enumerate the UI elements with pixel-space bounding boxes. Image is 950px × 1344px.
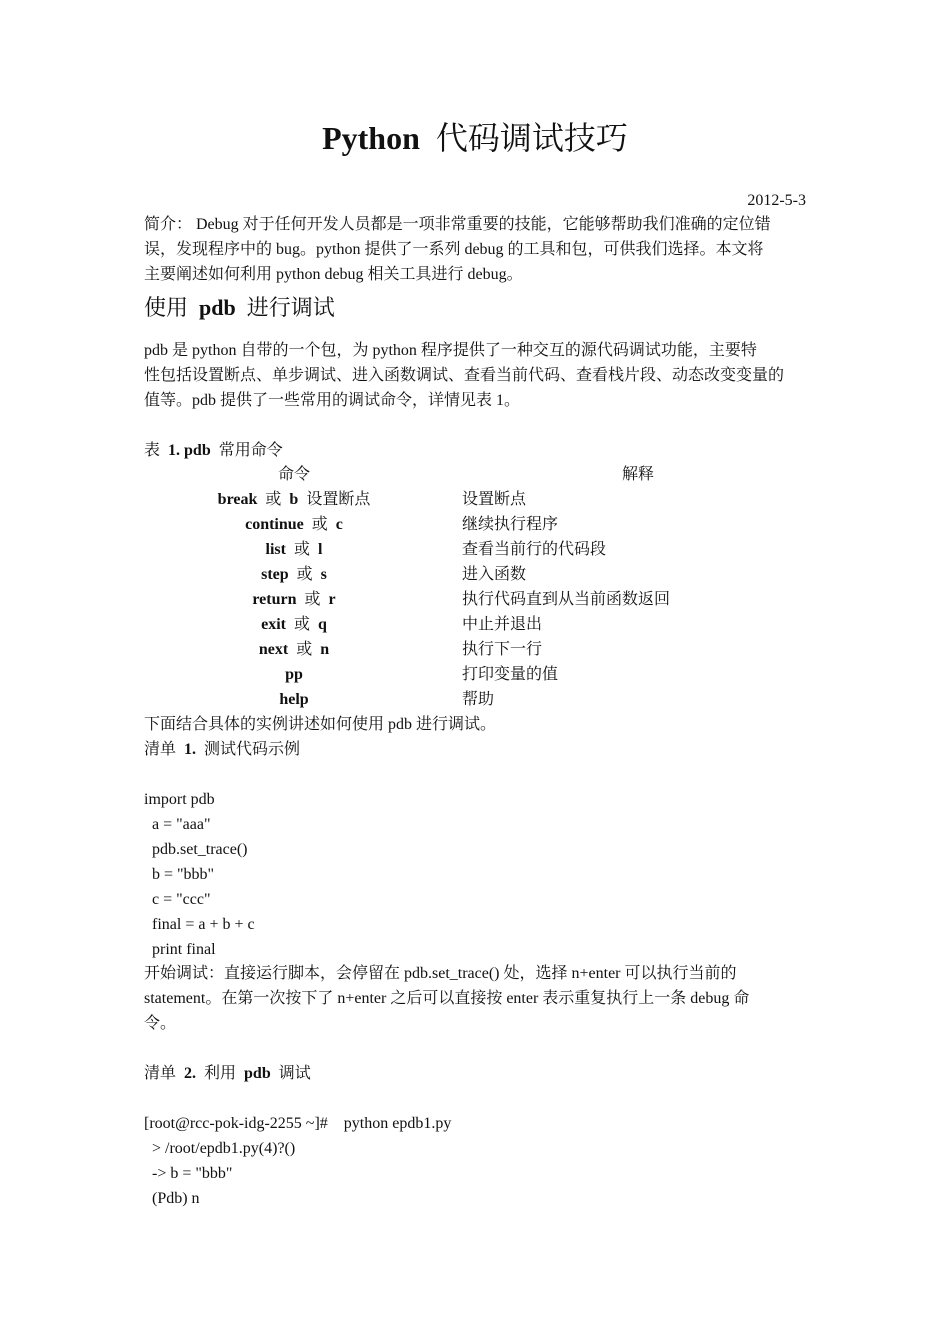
command-alias: s bbox=[320, 566, 327, 583]
example-intro: 下面结合具体的实例讲述如何使用 pdb 进行调试。 bbox=[144, 716, 497, 733]
listing2-prefix: 清单 bbox=[144, 1065, 177, 1082]
terminal-line: (Pdb) n bbox=[144, 1190, 200, 1207]
intro-line: 主要阐述如何利用 python debug 相关工具进行 debug。 bbox=[144, 266, 523, 283]
caption-suffix: 常用命令 bbox=[218, 442, 283, 459]
command-alias: l bbox=[318, 541, 323, 558]
or-word: 或 bbox=[296, 641, 313, 658]
table-command-cell bbox=[144, 562, 444, 587]
terminal-line: [root@rcc-pok-idg-2255 ~]# python epdb1.py bbox=[144, 1115, 452, 1132]
table-description-cell: 打印变量的值 bbox=[462, 666, 559, 683]
title-latin: Python bbox=[322, 120, 420, 156]
table-command-cell bbox=[144, 587, 444, 612]
heading-keyword: pdb bbox=[199, 295, 236, 320]
command-name: break bbox=[217, 491, 258, 508]
pdb-intro-line: 值等。pdb 提供了一些常用的调试命令，详情见表 1。 bbox=[144, 392, 521, 409]
intro-line: 简介： Debug 对于任何开发人员都是一项非常重要的技能，它能够帮助我们准确的定位错 bbox=[144, 216, 771, 233]
intro-paragraph bbox=[144, 212, 806, 287]
table-description-cell: 帮助 bbox=[462, 691, 495, 708]
heading-prefix: 使用 bbox=[144, 295, 189, 320]
table-command-cell bbox=[144, 612, 444, 637]
pdb-intro-line: 性包括设置断点、单步调试、进入函数调试、查看当前代码、查看栈片段、动态改变变量的 bbox=[144, 367, 785, 384]
code-line: pdb.set_trace() bbox=[144, 841, 248, 858]
command-name: return bbox=[252, 591, 297, 608]
command-name: next bbox=[258, 641, 289, 658]
command-name: list bbox=[265, 541, 286, 558]
command-name: pp bbox=[285, 666, 303, 683]
table-description-cell: 继续执行程序 bbox=[462, 516, 559, 533]
command-alias: r bbox=[328, 591, 336, 608]
table-description-cell: 执行代码直到从当前函数返回 bbox=[462, 591, 671, 608]
table-description-cell: 查看当前行的代码段 bbox=[462, 541, 607, 558]
or-word: 或 bbox=[293, 616, 310, 633]
listing1-suffix: 测试代码示例 bbox=[204, 741, 301, 758]
table-caption bbox=[144, 438, 283, 463]
section-heading bbox=[144, 292, 335, 324]
table-description-cell: 设置断点 bbox=[462, 491, 527, 508]
listing2-suffix: 调试 bbox=[278, 1065, 311, 1082]
listing1-number: 1. bbox=[184, 741, 197, 758]
or-word: 或 bbox=[293, 541, 310, 558]
table-command-cell bbox=[144, 687, 444, 712]
intro-line: 误，发现程序中的 bug。python 提供了一系列 debug 的工具和包，可供我们选择。本文将 bbox=[144, 241, 764, 258]
code-line: final = a + b + c bbox=[144, 916, 255, 933]
terminal-line: -> b = "bbb" bbox=[144, 1165, 233, 1182]
start-debug-line: 开始调试：直接运行脚本，会停留在 pdb.set_trace() 处，选择 n+enter 可以执行当前的 bbox=[144, 965, 737, 982]
table-description-cell: 执行下一行 bbox=[462, 641, 543, 658]
code-line: b = "bbb" bbox=[144, 866, 215, 883]
listing2-code bbox=[144, 1111, 451, 1211]
listing1-prefix: 清单 bbox=[144, 741, 177, 758]
table-command-cell bbox=[144, 637, 444, 662]
listing2-mid: 利用 bbox=[204, 1065, 237, 1082]
table-command-cell bbox=[144, 512, 444, 537]
document-date: 2012-5-3 bbox=[747, 192, 806, 209]
listing1-label bbox=[144, 737, 300, 762]
command-name: help bbox=[279, 691, 309, 708]
start-debug-paragraph bbox=[144, 961, 806, 1036]
pdb-intro-paragraph bbox=[144, 338, 806, 413]
code-line: c = "ccc" bbox=[144, 891, 211, 908]
command-alias: c bbox=[335, 516, 343, 533]
start-debug-line: 令。 bbox=[144, 1015, 177, 1032]
command-alias: b bbox=[289, 491, 299, 508]
listing2-number: 2. bbox=[184, 1065, 197, 1082]
or-word: 或 bbox=[311, 516, 328, 533]
listing1-code bbox=[144, 787, 255, 962]
or-word: 或 bbox=[296, 566, 313, 583]
or-word: 或 bbox=[265, 491, 282, 508]
command-extra: 设置断点 bbox=[306, 491, 371, 508]
command-alias: q bbox=[317, 616, 327, 633]
table-description-cell: 进入函数 bbox=[462, 566, 527, 583]
title-cjk: 代码调试技巧 bbox=[435, 120, 628, 156]
table-command-cell bbox=[144, 537, 444, 562]
table-description-cell: 中止并退出 bbox=[462, 616, 543, 633]
pdb-intro-line: pdb 是 python 自带的一个包，为 python 程序提供了一种交互的源代码调试功能，主要特 bbox=[144, 342, 757, 359]
caption-prefix: 表 bbox=[144, 442, 161, 459]
code-line: import pdb bbox=[144, 791, 215, 808]
command-alias: n bbox=[320, 641, 330, 658]
listing2-keyword: pdb bbox=[244, 1065, 271, 1082]
document-title bbox=[0, 116, 950, 160]
heading-suffix: 进行调试 bbox=[246, 295, 335, 320]
start-debug-line: statement。在第一次按下了 n+enter 之后可以直接按 enter 表示重复执行上一条 debug 命 bbox=[144, 990, 750, 1007]
command-name: exit bbox=[261, 616, 286, 633]
listing2-label bbox=[144, 1061, 311, 1086]
table-header-explain: 解释 bbox=[621, 466, 654, 483]
command-name: step bbox=[261, 566, 289, 583]
table-command-cell bbox=[144, 487, 444, 512]
command-name: continue bbox=[245, 516, 304, 533]
or-word: 或 bbox=[304, 591, 321, 608]
code-line: a = "aaa" bbox=[144, 816, 211, 833]
table-command-cell bbox=[144, 662, 444, 687]
table-header-command: 命令 bbox=[277, 466, 310, 483]
code-line: print final bbox=[144, 941, 216, 958]
caption-bold: 1. pdb bbox=[168, 442, 211, 459]
terminal-line: > /root/epdb1.py(4)?() bbox=[144, 1140, 296, 1157]
